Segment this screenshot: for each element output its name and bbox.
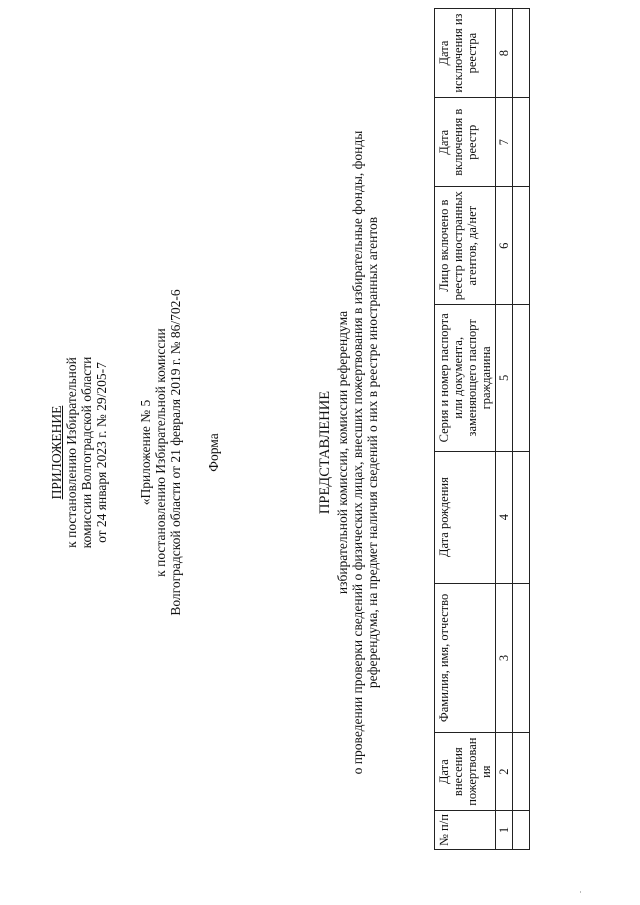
header-cell: Дата включения в реестр bbox=[435, 98, 496, 187]
number-cell: 8 bbox=[496, 9, 513, 98]
empty-cell bbox=[513, 733, 530, 811]
appendix-original-block bbox=[138, 0, 183, 905]
appendix-title: ПРИЛОЖЕНИЕ bbox=[49, 405, 64, 500]
appendix-line: Волгоградской области от 21 февраля 2019 г. № 86/702-6 bbox=[168, 289, 183, 616]
empty-cell bbox=[513, 9, 530, 98]
table-empty-row bbox=[513, 9, 530, 850]
document-subtitle-line: референдума, на предмет наличия сведений о них в реестре иностранных агентов bbox=[365, 216, 380, 689]
number-cell: 7 bbox=[496, 98, 513, 187]
header-cell: Дата внесения пожертвования bbox=[435, 733, 496, 811]
document-heading bbox=[318, 0, 380, 905]
number-cell: 6 bbox=[496, 187, 513, 305]
table-number-row bbox=[496, 9, 513, 850]
number-cell: 2 bbox=[496, 733, 513, 811]
appendix-line: к постановлению Избирательной bbox=[64, 357, 79, 548]
table-header-row bbox=[435, 9, 496, 850]
header-cell: Лицо включено в реестр иностранных агентов, да/нет bbox=[435, 187, 496, 305]
empty-cell bbox=[513, 305, 530, 451]
empty-cell bbox=[513, 583, 530, 733]
number-cell: 5 bbox=[496, 305, 513, 451]
appendix-line: к постановлению Избирательной комиссии bbox=[153, 328, 168, 577]
empty-cell bbox=[513, 451, 530, 583]
empty-cell bbox=[513, 811, 530, 850]
form-label: Форма bbox=[206, 433, 221, 472]
number-cell: 3 bbox=[496, 583, 513, 733]
document-subtitle-line: избирательной комиссии, комиссии референдума bbox=[335, 310, 350, 595]
appendix-line: комиссии Волгоградской области bbox=[79, 356, 94, 549]
appendix-line: от 24 января 2023 г. № 29/205-7 bbox=[94, 362, 109, 543]
appendix-current-block bbox=[49, 0, 109, 905]
empty-cell bbox=[513, 187, 530, 305]
empty-cell bbox=[513, 98, 530, 187]
header-cell: Дата исключения из реестра bbox=[435, 9, 496, 98]
header-cell: Фамилия, имя, отчество bbox=[435, 583, 496, 733]
appendix-title: «Приложение № 5 bbox=[138, 399, 153, 506]
number-cell: 1 bbox=[496, 811, 513, 850]
document-title: ПРЕДСТАВЛЕНИЕ bbox=[317, 390, 333, 515]
number-cell: 4 bbox=[496, 451, 513, 583]
header-cell: Серия и номер паспорта или документа, заменяющего паспорт гражданина bbox=[435, 305, 496, 451]
registry-table bbox=[434, 8, 530, 850]
document-subtitle-line: о проведении проверки сведений о физических лицах, внесших пожертвования в избирательные фонды, фонды bbox=[350, 130, 365, 775]
header-cell: № п/п bbox=[435, 811, 496, 850]
header-cell: Дата рождения bbox=[435, 451, 496, 583]
scan-dot bbox=[580, 891, 581, 893]
